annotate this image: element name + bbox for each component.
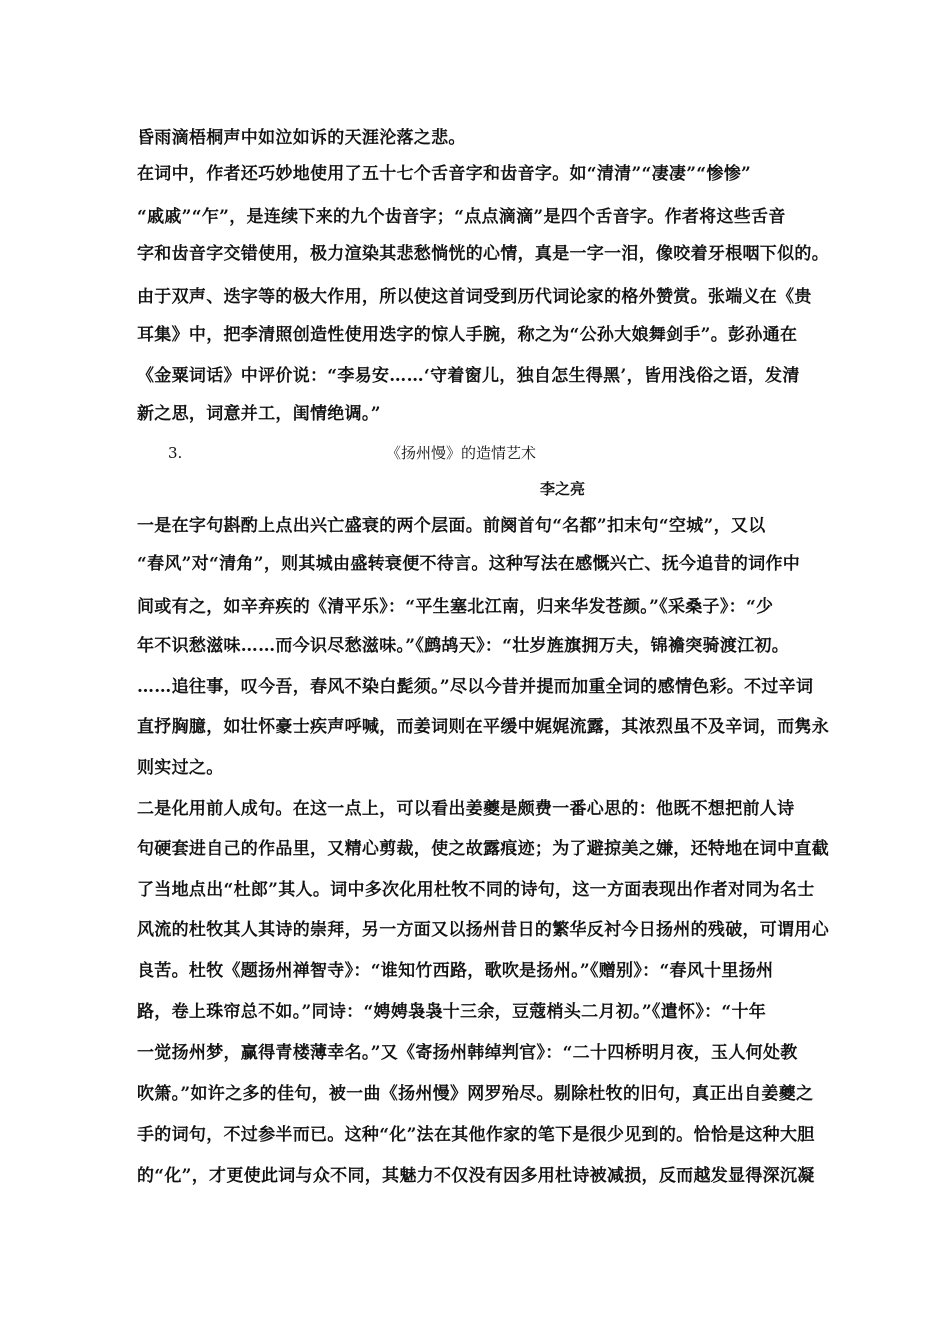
body-line: 直抒胸臆，如壮怀豪士疾声呼喊，而姜词则在平缓中娓娓流露，其浓烈虽不及辛词，而隽永	[137, 717, 829, 737]
body-line: 风流的杜牧其人其诗的崇拜，另一方面又以扬州昔日的繁华反衬今日扬州的残破，可谓用心	[137, 920, 829, 940]
text-line: 新之思，词意并工，闺情绝调。”	[137, 404, 381, 424]
text-line: 由于双声、迭字等的极大作用，所以使这首词受到历代词论家的格外赞赏。张端义在《贵	[137, 287, 812, 307]
text-line: 字和齿音字交错使用，极力渲染其悲愁惝恍的心情，真是一字一泪，像咬着牙根咽下似的。	[137, 244, 829, 264]
body-line: 一是在字句斟酌上点出兴亡盛衰的两个层面。前阕首句“名都”扣末句“空城”，又以	[137, 516, 766, 536]
body-line: 句硬套进自己的作品里，又精心剪裁，使之故露痕迹；为了避掠美之嫌，还特地在词中直截	[137, 839, 829, 859]
text-line: 《金粟词话》中评价说：“李易安……‘守着窗儿，独自怎生得黑’，皆用浅俗之语，发清	[137, 366, 800, 386]
body-line: 二是化用前人成句。在这一点上，可以看出姜夔是颇费一番心思的：他既不想把前人诗	[137, 799, 795, 819]
body-line: 吹箫。”如许之多的佳句，被一曲《扬州慢》网罗殆尽。剔除杜牧的旧句，真正出自姜夔之	[137, 1084, 814, 1104]
body-line: 良苦。杜牧《题扬州禅智寺》：“谁知竹西路，歌吹是扬州。”《赠别》：“春风十里扬州	[137, 961, 774, 981]
text-line: 耳集》中，把李清照创造性使用迭字的惊人手腕，称之为“公孙大娘舞剑手”。彭孙通在	[137, 325, 798, 345]
section-title: 《扬州慢》的造情艺术	[386, 444, 537, 462]
body-line: 则实过之。	[137, 758, 224, 778]
author-name: 李之亮	[540, 480, 586, 498]
body-line: 年不识愁滋味……而今识尽愁滋味。”《鹧鸪天》：“壮岁旌旗拥万夫，锦襜突骑渡江初。	[137, 636, 790, 656]
section-number: 3.	[168, 444, 183, 462]
text-line: “戚戚”“乍”，是连续下来的九个齿音字；“点点滴滴”是四个舌音字。作者将这些舌音	[137, 207, 786, 227]
body-line: 的“化”，才更使此词与众不同，其魅力不仅没有因多用杜诗被减损，反而越发显得深沉凝	[137, 1166, 815, 1186]
body-line: ……追往事，叹今吾，春风不染白髭须。”尽以今昔并提而加重全词的感情色彩。不过辛词	[137, 677, 814, 697]
body-line: 间或有之，如辛弃疾的《清平乐》：“平生塞北江南，归来华发苍颜。”《采桑子》：“少	[137, 597, 774, 617]
text-line: 在词中，作者还巧妙地使用了五十七个舌音字和齿音字。如“清清”“凄凄”“惨惨”	[137, 164, 752, 184]
body-line: 一觉扬州梦，赢得青楼薄幸名。”又《寄扬州韩绰判官》：“二十四桥明月夜，玉人何处教	[137, 1043, 798, 1063]
text-line: 昏雨滴梧桐声中如泣如诉的天涯沦落之悲。	[137, 128, 466, 148]
body-line: 了当地点出“杜郎”其人。词中多次化用杜牧不同的诗句，这一方面表现出作者对同为名士	[137, 880, 815, 900]
body-line: 路，卷上珠帘总不如。”同诗：“娉娉袅袅十三余，豆蔻梢头二月初。”《遣怀》：“十年	[137, 1002, 767, 1022]
body-line: “春风”对“清角”，则其城由盛转衰便不待言。这种写法在感慨兴亡、抚今追昔的词作中	[137, 554, 801, 574]
body-line: 手的词句，不过参半而已。这种“化”法在其他作家的笔下是很少见到的。恰恰是这种大胆	[137, 1125, 815, 1145]
